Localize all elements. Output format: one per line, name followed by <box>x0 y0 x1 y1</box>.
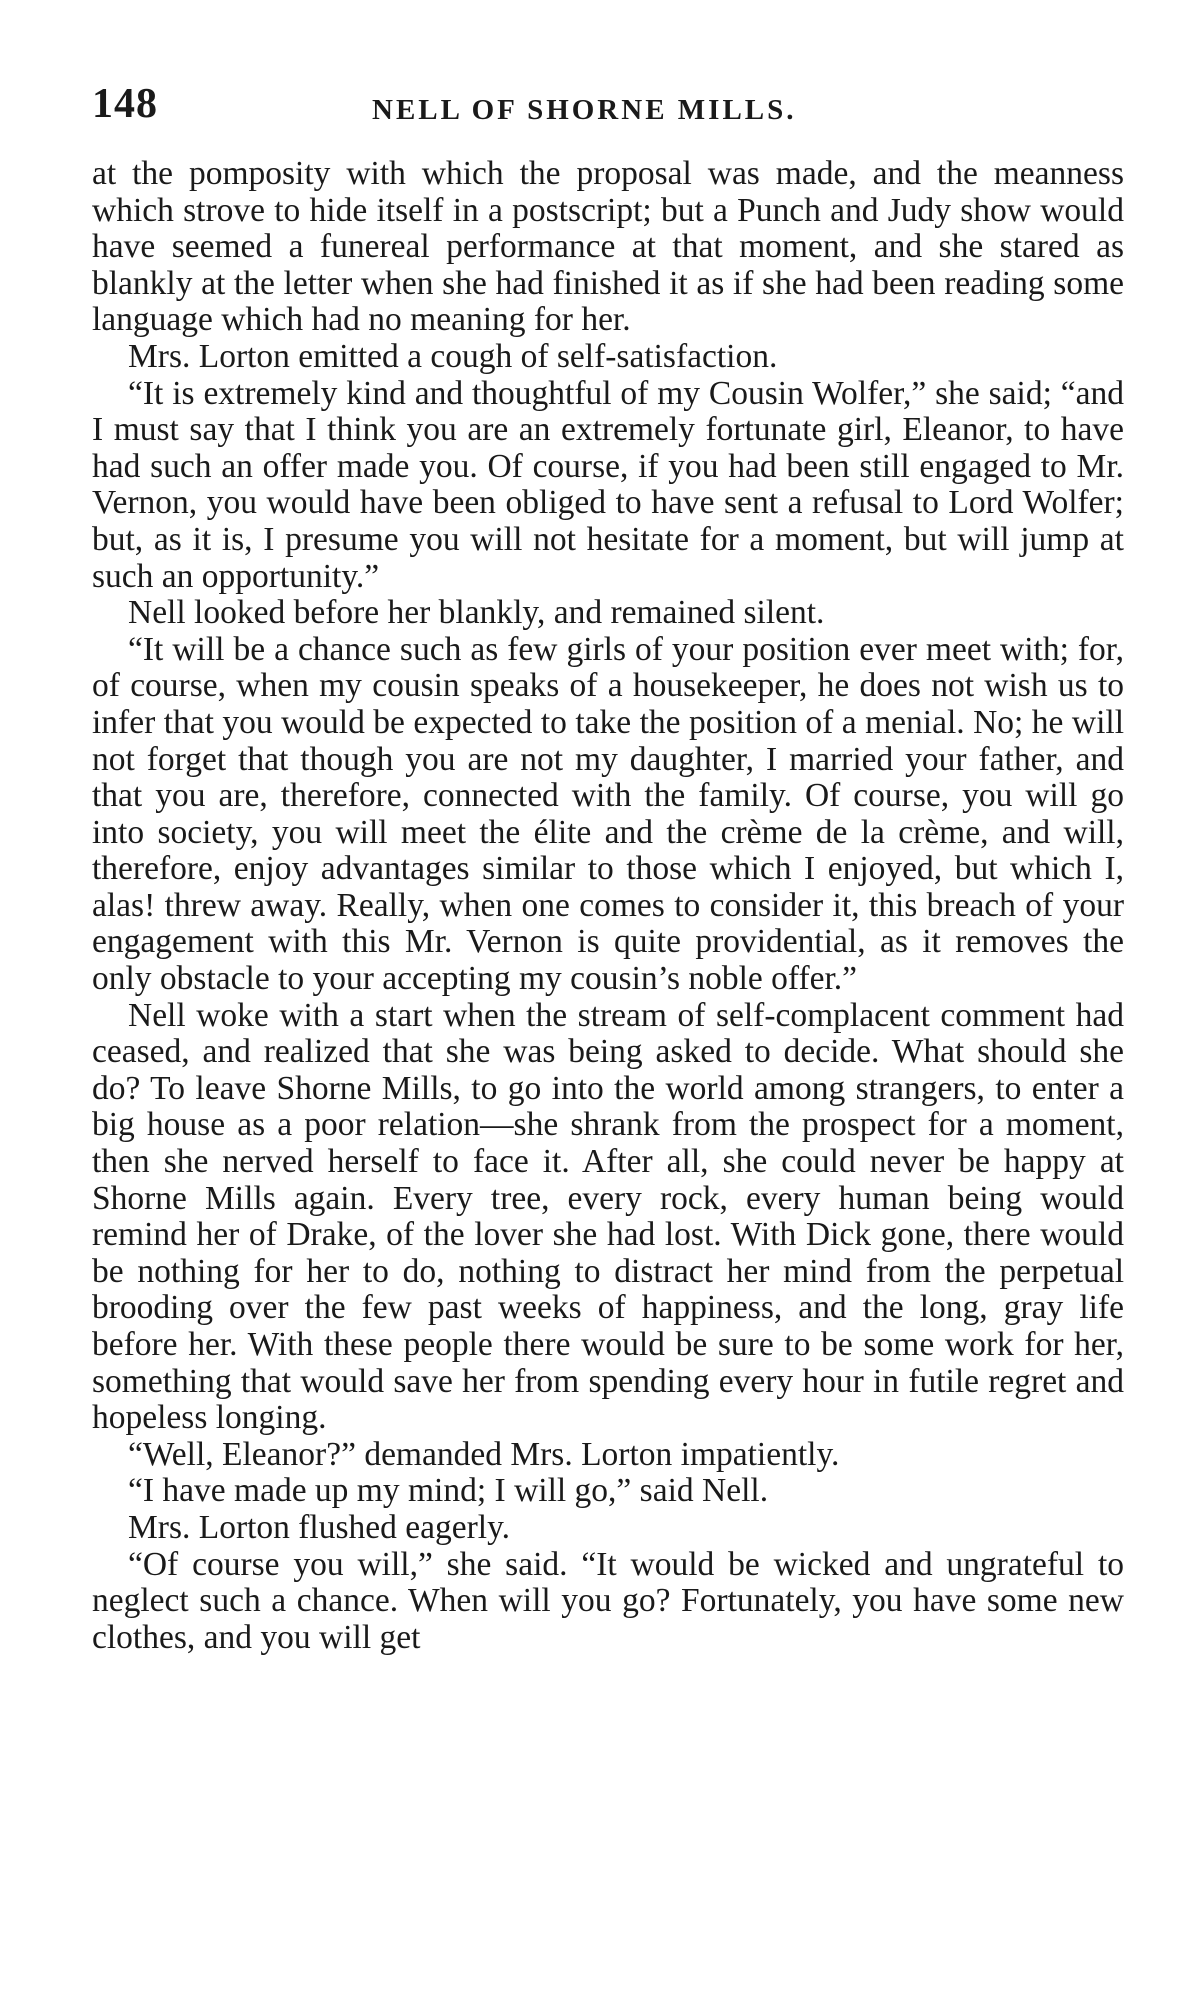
paragraph: “I have made up my mind; I will go,” said Nell. <box>128 1472 769 1510</box>
paragraph: “It is extremely kind and thoughtful of my Cousin Wolfer,” she said; “and I must say that I think you are an extremely fortunate girl, Eleanor, to have had such an offer made you. Of course, if you had been still engaged to Mr. Vernon, you would have been obliged to have sent a refusal to Lord Wolfer; but, as it is, I presume you will not hesitate for a moment, but will jump at such an opportunity.” <box>92 374 1124 595</box>
paragraph: “It will be a chance such as few girls of your position ever meet with; for, of course, when my cousin speaks of a housekeeper, he does not wish us to infer that you would be expected to take the position of a menial. No; he will not forget that though you are not my daughter, I married your father, and that you are, therefore, connected with the family. Of course, you will go into society, you will meet the élite and the crème de la crème, and will, therefore, enjoy advantages similar to those which I enjoyed, but which I, alas! threw away. Really, when one comes to consider it, this breach of your engagement with this Mr. Vernon is quite providential, as it removes the only obstacle to your accepting my cousin’s noble offer.” <box>92 630 1124 998</box>
page-header <box>92 78 1124 142</box>
paragraph: Mrs. Lorton emitted a cough of self-satisfaction. <box>128 337 778 375</box>
paragraph: Nell woke with a start when the stream of self-complacent comment had ceased, and realized that she was being asked to decide. What should she do? To leave Shorne Mills, to go into the world among strangers, to enter a big house as a poor relation—she shrank from the prospect for a moment, then she nerved herself to face it. After all, she could never be happy at Shorne Mills again. Every tree, every rock, every human being would remind her of Drake, of the lover she had lost. With Dick gone, there would be nothing for her to do, nothing to distract her mind from the perpetual brooding over the few past weeks of happiness, and the long, gray life before her. With these people there would be sure to be some work for her, something that would save her from spending every hour in futile regret and hopeless longing. <box>92 996 1124 1437</box>
paragraph: Mrs. Lorton flushed eagerly. <box>128 1508 511 1546</box>
paragraph: Nell looked before her blankly, and remained silent. <box>128 594 825 632</box>
paragraph: “Well, Eleanor?” demanded Mrs. Lorton impatiently. <box>128 1435 840 1473</box>
page-number: 148 <box>92 81 158 127</box>
body-text <box>92 156 1124 1656</box>
paragraph: “Of course you will,” she said. “It would be wicked and ungrateful to neglect such a chance. When will you go? Fortunately, you have some new clothes, and you will get <box>92 1545 1124 1656</box>
paragraph-continued: at the pomposity with which the proposal was made, and the meanness which strove to hide itself in a postscript; but a Punch and Judy show would have seemed a funereal performance at that moment, and she stared as blankly at the letter when she had finished it as if she had been reading some language which had no meaning for her. <box>92 155 1124 339</box>
book-page <box>92 78 1124 1656</box>
running-title: NELL OF SHORNE MILLS. <box>372 94 797 126</box>
